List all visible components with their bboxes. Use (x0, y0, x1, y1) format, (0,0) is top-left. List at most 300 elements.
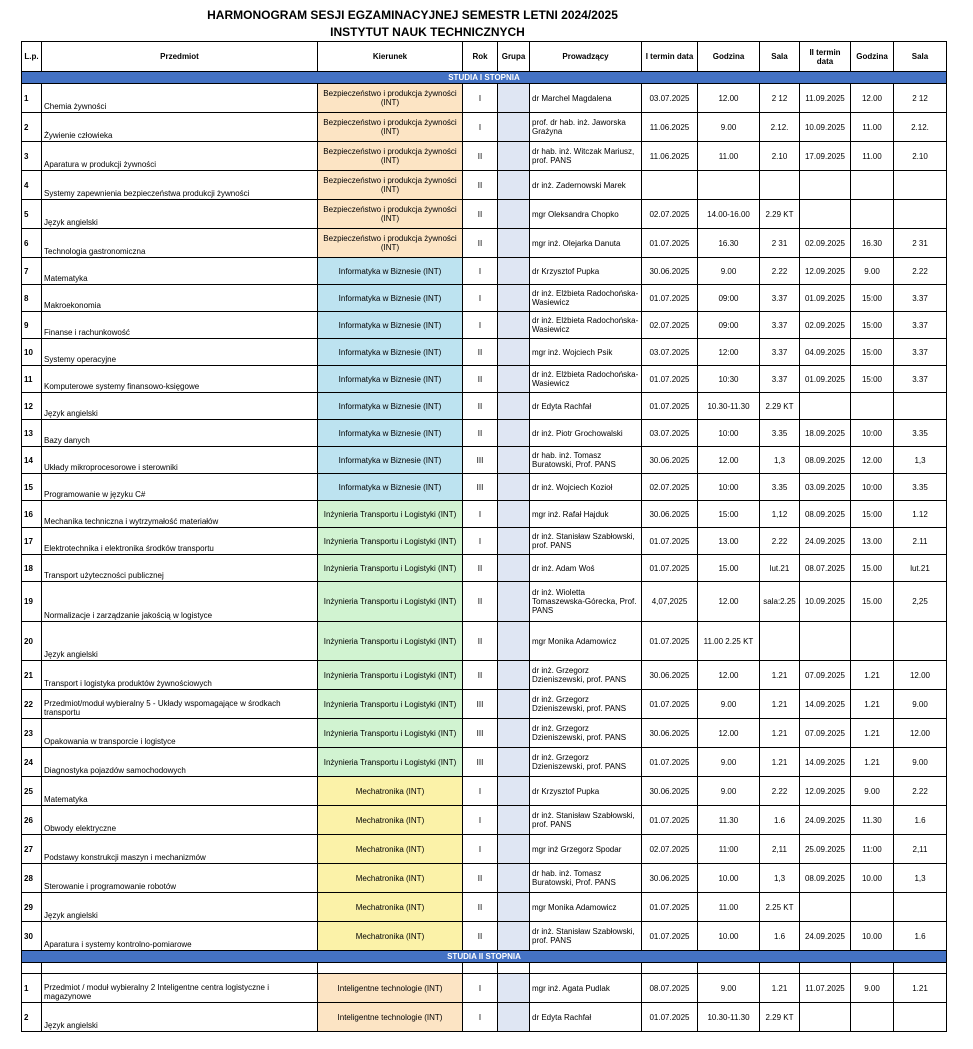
row-number: 18 (22, 555, 42, 582)
table-row (22, 200, 947, 229)
year-cell: I (463, 84, 498, 113)
row-number: 19 (22, 582, 42, 622)
second-term-date-cell: 18.09.2025 (800, 420, 851, 447)
lecturer-cell: dr inż. Elżbieta Radochońska-Wasiewicz (530, 366, 642, 393)
year-cell: II (463, 555, 498, 582)
group-cell (498, 864, 530, 893)
first-term-date-cell: 01.07.2025 (642, 393, 698, 420)
year-cell: III (463, 748, 498, 777)
first-term-time-cell: 10.00 (698, 922, 760, 951)
second-term-date-cell: 07.09.2025 (800, 661, 851, 690)
lecturer-cell: mgr inż. Rafał Hajduk (530, 501, 642, 528)
second-term-room-cell (894, 893, 947, 922)
first-term-date-cell: 01.07.2025 (642, 229, 698, 258)
second-term-date-cell: 11.09.2025 (800, 84, 851, 113)
first-term-date-cell: 01.07.2025 (642, 1003, 698, 1032)
second-term-time-cell: 11.00 (851, 113, 894, 142)
first-term-time-cell: 16.30 (698, 229, 760, 258)
second-term-time-cell (851, 893, 894, 922)
first-term-time-cell: 12.00 (698, 84, 760, 113)
subject-cell: Komputerowe systemy finansowo-księgowe (42, 366, 318, 393)
first-term-room-cell: 2 12 (760, 84, 800, 113)
second-term-date-cell (800, 393, 851, 420)
row-number: 20 (22, 622, 42, 661)
group-cell (498, 229, 530, 258)
second-term-room-cell: 2.12. (894, 113, 947, 142)
second-term-room-cell: 2.22 (894, 258, 947, 285)
first-term-time-cell: 12.00 (698, 447, 760, 474)
header-sala1: Sala (760, 42, 800, 72)
header-row (22, 42, 947, 72)
first-term-time-cell: 12.00 (698, 661, 760, 690)
first-term-date-cell: 01.07.2025 (642, 528, 698, 555)
field-of-study-cell: Informatyka w Biznesie (INT) (318, 285, 463, 312)
group-cell (498, 420, 530, 447)
lecturer-cell: dr inż. Grzegorz Dzieniszewski, prof. PANS (530, 661, 642, 690)
group-cell (498, 974, 530, 1003)
row-number: 1 (22, 974, 42, 1003)
second-term-date-cell: 12.09.2025 (800, 258, 851, 285)
first-term-time-cell: 10.30-11.30 (698, 393, 760, 420)
first-term-room-cell: 1.6 (760, 922, 800, 951)
first-term-time-cell: 12.00 (698, 582, 760, 622)
second-term-time-cell (851, 1003, 894, 1032)
lecturer-cell: dr inż. Wojciech Kozioł (530, 474, 642, 501)
first-term-room-cell (760, 622, 800, 661)
table-row (22, 339, 947, 366)
second-term-time-cell: 1.21 (851, 748, 894, 777)
field-of-study-cell: Bezpieczeństwo i produkcja żywności (INT) (318, 113, 463, 142)
group-cell (498, 1003, 530, 1032)
second-term-room-cell (894, 393, 947, 420)
first-term-room-cell: 2.10 (760, 142, 800, 171)
first-term-time-cell: 13.00 (698, 528, 760, 555)
first-term-date-cell: 30.06.2025 (642, 661, 698, 690)
table-row (22, 229, 947, 258)
second-term-room-cell: 9.00 (894, 748, 947, 777)
subject-cell: Diagnostyka pojazdów samochodowych (42, 748, 318, 777)
lecturer-cell: dr hab. inż. Tomasz Buratowski, Prof. PANS (530, 447, 642, 474)
second-term-date-cell: 14.09.2025 (800, 690, 851, 719)
second-term-room-cell: 2,11 (894, 835, 947, 864)
first-term-room-cell: 1,3 (760, 864, 800, 893)
lecturer-cell: dr Krzysztof Pupka (530, 258, 642, 285)
blank-row (22, 963, 947, 974)
field-of-study-cell: Inżynieria Transportu i Logistyki (INT) (318, 528, 463, 555)
second-term-time-cell (851, 171, 894, 200)
second-term-time-cell (851, 622, 894, 661)
first-term-time-cell: 9.00 (698, 690, 760, 719)
second-term-room-cell: 3.37 (894, 366, 947, 393)
first-term-room-cell: 2.25 KT (760, 893, 800, 922)
group-cell (498, 84, 530, 113)
first-term-time-cell: 09:00 (698, 312, 760, 339)
first-term-time-cell: 10:00 (698, 420, 760, 447)
subject-cell: Transport i logistyka produktów żywnościowych (42, 661, 318, 690)
subject-cell: Finanse i rachunkowość (42, 312, 318, 339)
group-cell (498, 528, 530, 555)
second-term-date-cell: 25.09.2025 (800, 835, 851, 864)
group-cell (498, 835, 530, 864)
field-of-study-cell: Inżynieria Transportu i Logistyki (INT) (318, 748, 463, 777)
year-cell: I (463, 974, 498, 1003)
row-number: 26 (22, 806, 42, 835)
group-cell (498, 622, 530, 661)
first-term-room-cell: 3.37 (760, 339, 800, 366)
field-of-study-cell: Mechatronika (INT) (318, 835, 463, 864)
group-cell (498, 200, 530, 229)
table-row (22, 806, 947, 835)
group-cell (498, 171, 530, 200)
field-of-study-cell: Inteligentne technologie (INT) (318, 1003, 463, 1032)
table-row (22, 582, 947, 622)
second-term-time-cell: 10.00 (851, 922, 894, 951)
lecturer-cell: mgr Oleksandra Chopko (530, 200, 642, 229)
year-cell: II (463, 420, 498, 447)
header-kierunek: Kierunek (318, 42, 463, 72)
second-term-room-cell: 1.6 (894, 806, 947, 835)
header-termin2-data: II termin data (800, 42, 851, 72)
first-term-time-cell: 11:00 (698, 835, 760, 864)
first-term-date-cell: 30.06.2025 (642, 258, 698, 285)
first-term-room-cell: 2 31 (760, 229, 800, 258)
subject-cell: Technologia gastronomiczna (42, 229, 318, 258)
year-cell: I (463, 501, 498, 528)
table-row (22, 555, 947, 582)
first-term-room-cell: 3.37 (760, 312, 800, 339)
second-term-room-cell (894, 171, 947, 200)
group-cell (498, 366, 530, 393)
table-row (22, 777, 947, 806)
table-row (22, 474, 947, 501)
first-term-room-cell: 2.29 KT (760, 1003, 800, 1032)
second-term-date-cell: 14.09.2025 (800, 748, 851, 777)
first-term-date-cell: 30.06.2025 (642, 777, 698, 806)
first-term-room-cell: 2.22 (760, 258, 800, 285)
first-term-time-cell: 10:00 (698, 474, 760, 501)
lecturer-cell: dr inż. Stanisław Szabłowski, prof. PANS (530, 922, 642, 951)
first-term-time-cell: 15.00 (698, 555, 760, 582)
second-term-date-cell (800, 171, 851, 200)
group-cell (498, 893, 530, 922)
second-term-room-cell: lut.21 (894, 555, 947, 582)
table-row (22, 922, 947, 951)
first-term-date-cell: 01.07.2025 (642, 285, 698, 312)
second-term-date-cell: 01.09.2025 (800, 366, 851, 393)
year-cell: II (463, 661, 498, 690)
year-cell: II (463, 339, 498, 366)
first-term-room-cell: 1.21 (760, 719, 800, 748)
year-cell: I (463, 113, 498, 142)
page-title: HARMONOGRAM SESJI EGZAMINACYJNEJ SEMESTR LETNI 2024/2025 (207, 8, 618, 22)
second-term-time-cell: 1.21 (851, 661, 894, 690)
field-of-study-cell: Inżynieria Transportu i Logistyki (INT) (318, 690, 463, 719)
first-term-room-cell: 1,3 (760, 447, 800, 474)
second-term-time-cell: 13.00 (851, 528, 894, 555)
subject-cell: Żywienie człowieka (42, 113, 318, 142)
lecturer-cell: dr inż. Grzegorz Dzieniszewski, prof. PANS (530, 748, 642, 777)
subject-cell: Mechanika techniczna i wytrzymałość materiałów (42, 501, 318, 528)
subject-cell: Bazy danych (42, 420, 318, 447)
lecturer-cell: mgr inż Grzegorz Spodar (530, 835, 642, 864)
subject-cell: Język angielski (42, 393, 318, 420)
second-term-time-cell: 10:00 (851, 474, 894, 501)
first-term-time-cell (698, 171, 760, 200)
second-term-time-cell: 11:00 (851, 835, 894, 864)
second-term-room-cell: 12.00 (894, 661, 947, 690)
lecturer-cell: dr hab. inż. Tomasz Buratowski, Prof. PANS (530, 864, 642, 893)
year-cell: II (463, 922, 498, 951)
second-term-room-cell: 1.6 (894, 922, 947, 951)
subject-cell: Chemia żywności (42, 84, 318, 113)
table-row (22, 312, 947, 339)
second-term-room-cell: 2,25 (894, 582, 947, 622)
second-term-time-cell: 9.00 (851, 258, 894, 285)
table-row (22, 719, 947, 748)
second-term-date-cell: 02.09.2025 (800, 229, 851, 258)
table-row (22, 171, 947, 200)
second-term-time-cell: 10:00 (851, 420, 894, 447)
second-term-room-cell: 3.35 (894, 420, 947, 447)
second-term-room-cell: 3.37 (894, 285, 947, 312)
first-term-time-cell: 10:30 (698, 366, 760, 393)
second-term-date-cell: 07.09.2025 (800, 719, 851, 748)
row-number: 30 (22, 922, 42, 951)
first-term-time-cell: 12:00 (698, 339, 760, 366)
subject-cell: Język angielski (42, 1003, 318, 1032)
second-term-time-cell: 15:00 (851, 501, 894, 528)
second-term-room-cell (894, 200, 947, 229)
first-term-date-cell: 03.07.2025 (642, 339, 698, 366)
table-row (22, 113, 947, 142)
first-term-room-cell: 3.35 (760, 474, 800, 501)
first-term-room-cell: 1.6 (760, 806, 800, 835)
first-term-date-cell: 4,07,2025 (642, 582, 698, 622)
lecturer-cell: dr inż. Elżbieta Radochońska-Wasiewicz (530, 285, 642, 312)
field-of-study-cell: Inżynieria Transportu i Logistyki (INT) (318, 622, 463, 661)
row-number: 22 (22, 690, 42, 719)
row-number: 7 (22, 258, 42, 285)
section-label: STUDIA I STOPNIA (22, 72, 947, 84)
second-term-room-cell: 1,3 (894, 447, 947, 474)
second-term-time-cell: 15.00 (851, 555, 894, 582)
section-label: STUDIA II STOPNIA (22, 951, 947, 963)
group-cell (498, 393, 530, 420)
second-term-date-cell (800, 1003, 851, 1032)
header-prowadzacy: Prowadzący (530, 42, 642, 72)
lecturer-cell: mgr inż. Agata Pudlak (530, 974, 642, 1003)
second-term-date-cell: 12.09.2025 (800, 777, 851, 806)
year-cell: II (463, 582, 498, 622)
subject-cell: Transport użyteczności publicznej (42, 555, 318, 582)
first-term-time-cell: 9.00 (698, 258, 760, 285)
year-cell: III (463, 474, 498, 501)
first-term-time-cell: 12.00 (698, 719, 760, 748)
subject-cell: Przedmiot / moduł wybieralny 2 Inteligentne centra logistyczne i magazynowe (42, 974, 318, 1003)
first-term-room-cell: 1.21 (760, 974, 800, 1003)
first-term-time-cell: 9.00 (698, 974, 760, 1003)
field-of-study-cell: Inteligentne technologie (INT) (318, 974, 463, 1003)
row-number: 23 (22, 719, 42, 748)
lecturer-cell: dr hab. inż. Witczak Mariusz, prof. PANS (530, 142, 642, 171)
first-term-date-cell: 30.06.2025 (642, 719, 698, 748)
table-row (22, 366, 947, 393)
lecturer-cell: dr inż. Adam Woś (530, 555, 642, 582)
first-term-time-cell: 11.30 (698, 806, 760, 835)
subject-cell: Systemy zapewnienia bezpieczeństwa produkcji żywności (42, 171, 318, 200)
field-of-study-cell: Mechatronika (INT) (318, 922, 463, 951)
first-term-room-cell (760, 171, 800, 200)
table-row (22, 893, 947, 922)
year-cell: II (463, 171, 498, 200)
first-term-time-cell: 9.00 (698, 777, 760, 806)
field-of-study-cell: Bezpieczeństwo i produkcja żywności (INT) (318, 142, 463, 171)
field-of-study-cell: Informatyka w Biznesie (INT) (318, 420, 463, 447)
first-term-date-cell (642, 171, 698, 200)
header-termin1-data: I termin data (642, 42, 698, 72)
row-number: 12 (22, 393, 42, 420)
field-of-study-cell: Inżynieria Transportu i Logistyki (INT) (318, 661, 463, 690)
year-cell: II (463, 142, 498, 171)
second-term-time-cell: 15:00 (851, 366, 894, 393)
subject-cell: Matematyka (42, 777, 318, 806)
second-term-time-cell: 15:00 (851, 339, 894, 366)
year-cell: III (463, 719, 498, 748)
field-of-study-cell: Mechatronika (INT) (318, 893, 463, 922)
second-term-date-cell: 17.09.2025 (800, 142, 851, 171)
first-term-date-cell: 30.06.2025 (642, 864, 698, 893)
year-cell: I (463, 806, 498, 835)
group-cell (498, 661, 530, 690)
first-term-time-cell: 9.00 (698, 748, 760, 777)
lecturer-cell: dr inż. Stanisław Szabłowski, prof. PANS (530, 528, 642, 555)
first-term-room-cell: 1,12 (760, 501, 800, 528)
group-cell (498, 690, 530, 719)
row-number: 2 (22, 1003, 42, 1032)
second-term-time-cell: 10.00 (851, 864, 894, 893)
year-cell: II (463, 893, 498, 922)
table-row (22, 258, 947, 285)
subject-cell: Makroekonomia (42, 285, 318, 312)
group-cell (498, 474, 530, 501)
field-of-study-cell: Inżynieria Transportu i Logistyki (INT) (318, 501, 463, 528)
subject-cell: Aparatura w produkcji żywności (42, 142, 318, 171)
second-term-room-cell (894, 1003, 947, 1032)
group-cell (498, 285, 530, 312)
first-term-time-cell: 11.00 (698, 142, 760, 171)
field-of-study-cell: Informatyka w Biznesie (INT) (318, 339, 463, 366)
first-term-date-cell: 03.07.2025 (642, 420, 698, 447)
row-number: 17 (22, 528, 42, 555)
table-row (22, 501, 947, 528)
year-cell: II (463, 393, 498, 420)
field-of-study-cell: Mechatronika (INT) (318, 806, 463, 835)
row-number: 29 (22, 893, 42, 922)
first-term-date-cell: 01.07.2025 (642, 622, 698, 661)
row-number: 4 (22, 171, 42, 200)
lecturer-cell: mgr Monika Adamowicz (530, 893, 642, 922)
year-cell: II (463, 622, 498, 661)
field-of-study-cell: Bezpieczeństwo i produkcja żywności (INT) (318, 200, 463, 229)
row-number: 8 (22, 285, 42, 312)
second-term-date-cell: 01.09.2025 (800, 285, 851, 312)
row-number: 16 (22, 501, 42, 528)
group-cell (498, 258, 530, 285)
header-grupa: Grupa (498, 42, 530, 72)
year-cell: I (463, 312, 498, 339)
lecturer-cell: mgr Monika Adamowicz (530, 622, 642, 661)
first-term-room-cell: 2.29 KT (760, 393, 800, 420)
first-term-time-cell: 11.00 (698, 893, 760, 922)
subject-cell: Język angielski (42, 622, 318, 661)
field-of-study-cell: Informatyka w Biznesie (INT) (318, 474, 463, 501)
first-term-date-cell: 02.07.2025 (642, 835, 698, 864)
first-term-date-cell: 02.07.2025 (642, 312, 698, 339)
subject-cell: Systemy operacyjne (42, 339, 318, 366)
first-term-date-cell: 01.07.2025 (642, 748, 698, 777)
first-term-time-cell: 9.00 (698, 113, 760, 142)
second-term-date-cell: 08.09.2025 (800, 501, 851, 528)
second-term-date-cell: 08.07.2025 (800, 555, 851, 582)
year-cell: I (463, 285, 498, 312)
group-cell (498, 555, 530, 582)
lecturer-cell: dr inż. Stanisław Szabłowski, prof. PANS (530, 806, 642, 835)
year-cell: II (463, 229, 498, 258)
table-row (22, 142, 947, 171)
first-term-date-cell: 01.07.2025 (642, 893, 698, 922)
header-godzina1: Godzina (698, 42, 760, 72)
subject-cell: Język angielski (42, 893, 318, 922)
page-subtitle: INSTYTUT NAUK TECHNICZNYCH (330, 25, 525, 39)
row-number: 27 (22, 835, 42, 864)
year-cell: III (463, 690, 498, 719)
second-term-room-cell: 3.37 (894, 339, 947, 366)
first-term-time-cell: 15:00 (698, 501, 760, 528)
row-number: 11 (22, 366, 42, 393)
lecturer-cell: dr Edyta Rachfał (530, 1003, 642, 1032)
lecturer-cell: dr inż. Wioletta Tomaszewska-Górecka, Prof. PANS (530, 582, 642, 622)
field-of-study-cell: Bezpieczeństwo i produkcja żywności (INT) (318, 84, 463, 113)
lecturer-cell: dr inż. Grzegorz Dzieniszewski, prof. PANS (530, 719, 642, 748)
table-row (22, 447, 947, 474)
group-cell (498, 142, 530, 171)
second-term-date-cell: 08.09.2025 (800, 864, 851, 893)
second-term-date-cell: 10.09.2025 (800, 113, 851, 142)
row-number: 24 (22, 748, 42, 777)
table-row (22, 285, 947, 312)
subject-cell: Elektrotechnika i elektronika środków transportu (42, 528, 318, 555)
exam-schedule-table (21, 41, 947, 1032)
lecturer-cell: dr Edyta Rachfał (530, 393, 642, 420)
second-term-time-cell: 12.00 (851, 84, 894, 113)
field-of-study-cell: Informatyka w Biznesie (INT) (318, 258, 463, 285)
subject-cell: Programowanie w języku C# (42, 474, 318, 501)
second-term-time-cell: 9.00 (851, 974, 894, 1003)
table-row (22, 84, 947, 113)
second-term-room-cell: 1.21 (894, 974, 947, 1003)
section-studia-ii (22, 951, 947, 963)
second-term-time-cell: 12.00 (851, 447, 894, 474)
second-term-room-cell: 2 31 (894, 229, 947, 258)
table-row (22, 974, 947, 1003)
subject-cell: Matematyka (42, 258, 318, 285)
first-term-date-cell: 08.07.2025 (642, 974, 698, 1003)
field-of-study-cell: Mechatronika (INT) (318, 864, 463, 893)
second-term-time-cell: 15:00 (851, 312, 894, 339)
row-number: 5 (22, 200, 42, 229)
first-term-date-cell: 30.06.2025 (642, 447, 698, 474)
group-cell (498, 312, 530, 339)
